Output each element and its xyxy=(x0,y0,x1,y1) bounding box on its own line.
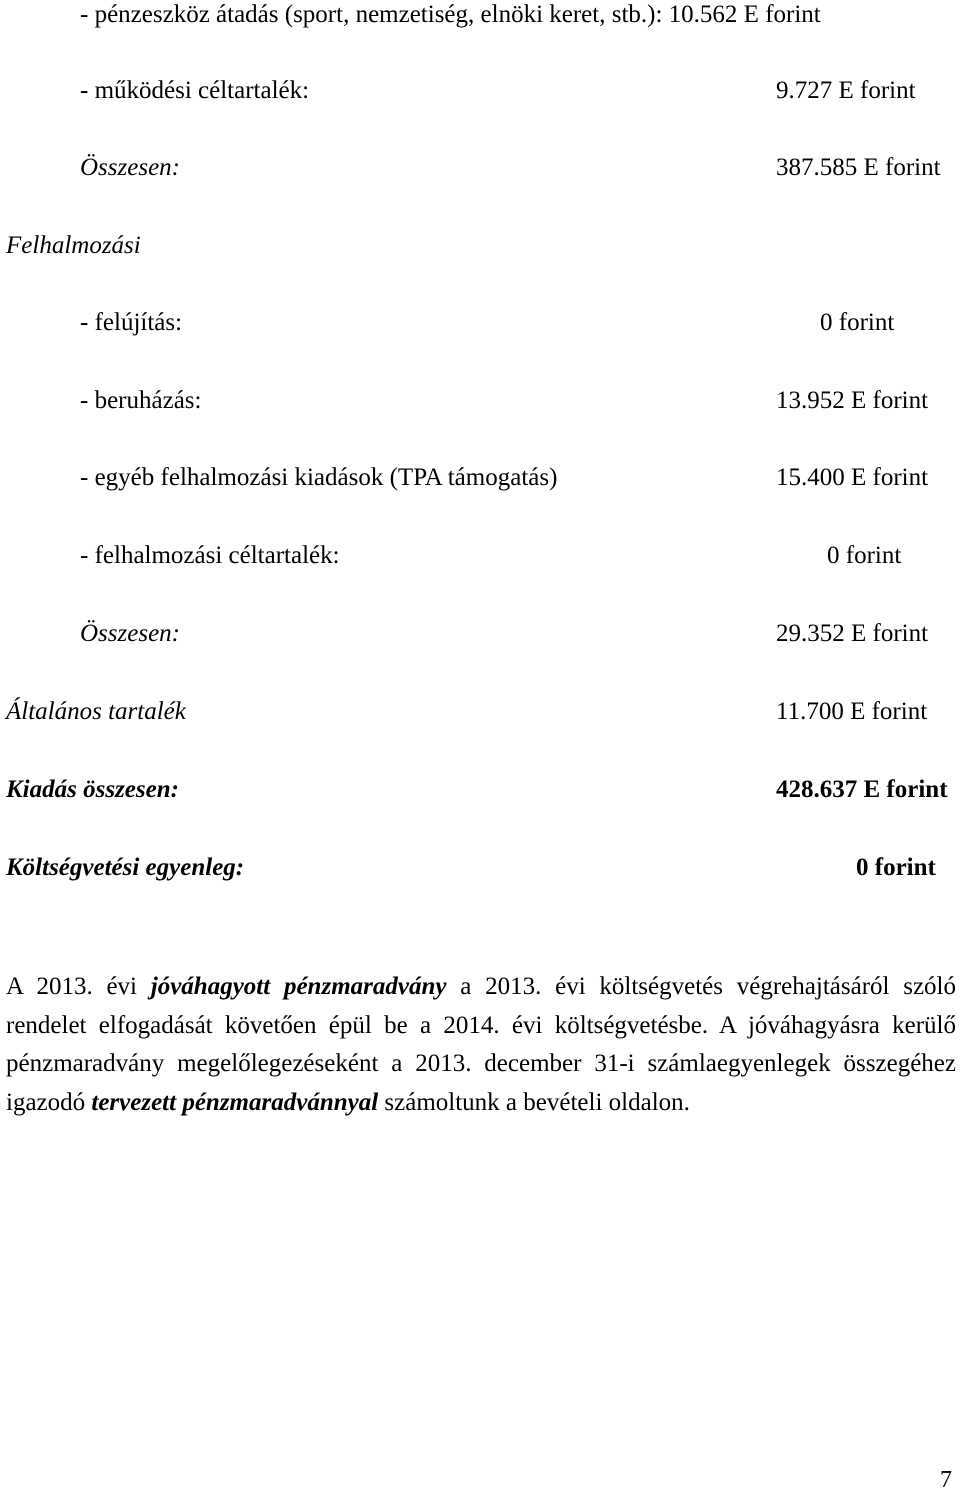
paragraph-text-3: számoltunk a bevételi oldalon. xyxy=(378,1088,690,1116)
paragraph-emphasis-jovahagyott: jóváhagyott pénzmaradvány xyxy=(150,973,447,1000)
paragraph-emphasis-tervezett: tervezett pénzmaradvánnyal xyxy=(91,1088,379,1116)
line-osszesen-mukodesi-value: 387.585 E forint xyxy=(776,154,941,181)
line-kiadas-osszesen-label: Kiadás összesen: xyxy=(6,776,179,803)
line-osszesen-mukodesi-label: Összesen: xyxy=(80,154,180,181)
line-altalanos-tartalek-label: Általános tartalék xyxy=(6,698,186,725)
line-kiadas-osszesen-value: 428.637 E forint xyxy=(776,776,948,803)
page-number: 7 xyxy=(940,1467,952,1493)
paragraph-text-2: a 2013. évi költségvetés végrehajtásáról szóló rendelet elfogadását követően épül be a 2014. évi költségvetésbe. A jóváhagyásra kerülő pénzmaradvány megelőlegezéseként a 2013. december 31-i számlaegyenlegek összegéhez igazodó xyxy=(6,973,956,1116)
line-mukodesi-celtartalek-label: - működési céltartalék: xyxy=(80,77,310,104)
line-osszesen-felhalmozasi-value: 29.352 E forint xyxy=(776,620,929,647)
line-felhalmozasi-celtartalek-label: - felhalmozási céltartalék: xyxy=(80,542,340,569)
line-beruhazas-value: 13.952 E forint xyxy=(776,387,929,414)
line-felujitas-value: 0 forint xyxy=(820,309,895,336)
section-heading-felhalmozasi: Felhalmozási xyxy=(6,232,141,259)
penzmaradvany-paragraph xyxy=(6,968,956,1122)
paragraph-text-1: A 2013. évi xyxy=(6,973,151,1000)
line-egyeb-felhalmozasi-value: 15.400 E forint xyxy=(776,464,929,491)
line-penzeszkoz-atadas: - pénzeszköz átadás (sport, nemzetiség, elnöki keret, stb.): 10.562 E forint xyxy=(80,1,821,28)
line-osszesen-felhalmozasi-label: Összesen: xyxy=(80,620,180,647)
line-koltsegvetesi-egyenleg-value: 0 forint xyxy=(856,854,936,881)
line-beruhazas-label: - beruházás: xyxy=(80,387,202,414)
line-felhalmozasi-celtartalek-value: 0 forint xyxy=(827,542,902,569)
line-mukodesi-celtartalek-value: 9.727 E forint xyxy=(776,77,916,104)
line-felujitas-label: - felújítás: xyxy=(80,309,183,336)
line-koltsegvetesi-egyenleg-label: Költségvetési egyenleg: xyxy=(6,854,245,881)
line-egyeb-felhalmozasi-label: - egyéb felhalmozási kiadások (TPA támogatás) xyxy=(80,464,558,491)
line-altalanos-tartalek-value: 11.700 E forint xyxy=(776,698,928,725)
